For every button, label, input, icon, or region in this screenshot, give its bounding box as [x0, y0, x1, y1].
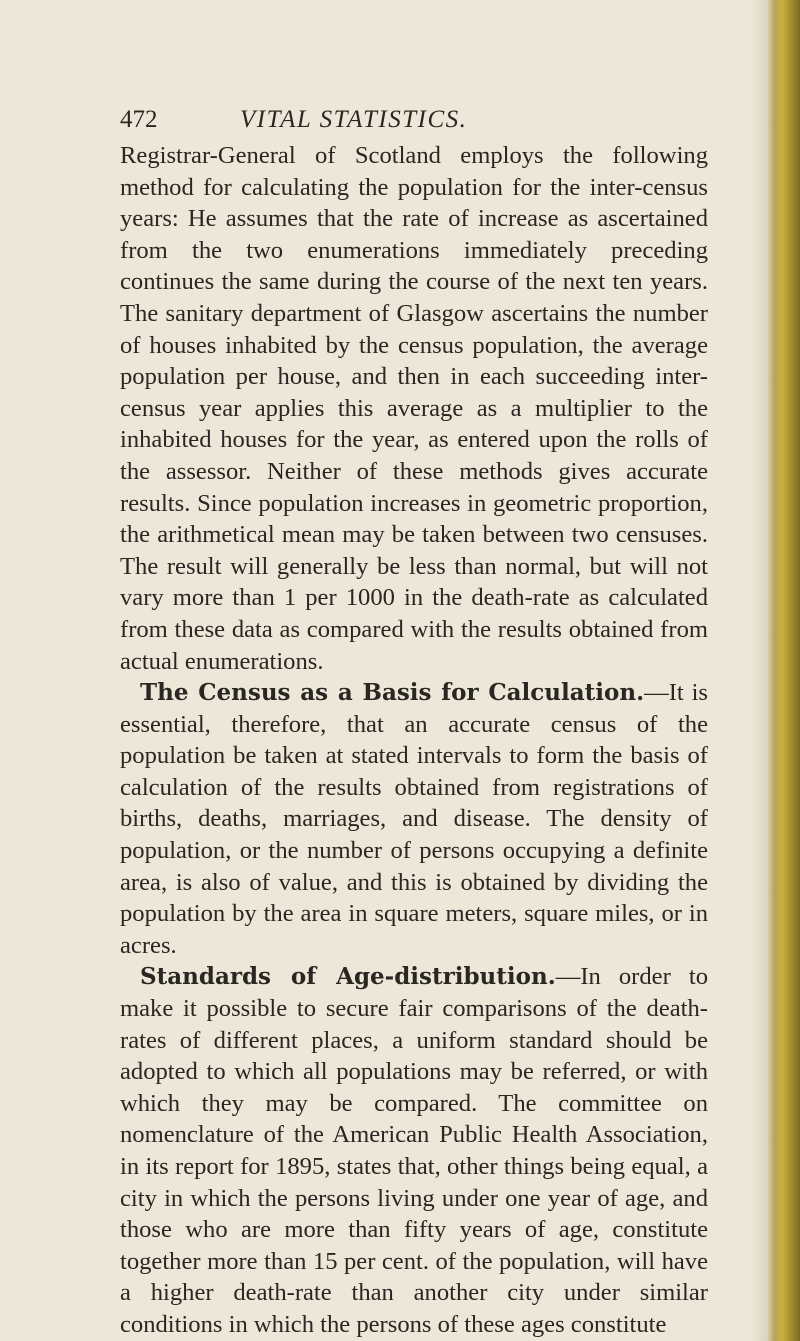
paragraph-1-text: Registrar-General of Scotland employs the following method for calculating the population for the inter-census years: He assumes that the rate of increase as ascertained from the two enumerations immediately preceding continues the same during the course of the next ten years. The sanitary department of Glasgow ascertains the number of houses inhabited by the census population, the average population per house, and then in each succeeding inter-census year applies this average as a multiplier to the inhabited houses for the year, as entered upon the rolls of the assessor. Neither of these methods gives accurate results. Since population increases in geometric proportion, the arithmetical mean may be taken between two censuses. The result will generally be less than normal, but will not vary more than 1 per 1000 in the death-rate as calculated from these data as compared with the results obtained from actual enumerations.: [120, 142, 708, 675]
page-number: 472: [120, 106, 158, 133]
paragraph-age-distribution-text: —In order to make it possible to secure fair comparisons of the death-rates of different places, a uniform standard should be adopted to which all populations may be referred, or with which they may be compared. The committee on nomenclature of the American Public Health Association, in its report for 1895, states that, other things being equal, a city in which the persons living under one year of age, and those who are more than fifty years of age, constitute together more than 15 per cent. of the population, will have a higher death-rate than another city under similar conditions in which the persons of these ages constitute: [120, 963, 708, 1338]
body-text: [120, 140, 708, 1341]
section-heading-age-distribution: Standards of Age-distribution.: [140, 963, 556, 991]
section-heading-census: The Census as a Basis for Calculation.: [140, 679, 645, 707]
paragraph-census-text: —It is essential, therefore, that an accurate census of the population be taken at stated intervals to form the basis of calculation of the results obtained from registrations of births, deaths, marriages, and disease. The density of population, or the number of persons occupying a definite area, is also of value, and this is obtained by dividing the population by the area in square meters, square miles, or in acres.: [120, 679, 709, 959]
running-title: VITAL STATISTICS.: [240, 106, 468, 133]
paragraph-1: [120, 140, 708, 677]
paragraph-census: [120, 677, 708, 961]
paragraph-age-distribution: [120, 961, 708, 1340]
page-edge: [768, 0, 800, 1341]
page-header: [120, 106, 720, 142]
